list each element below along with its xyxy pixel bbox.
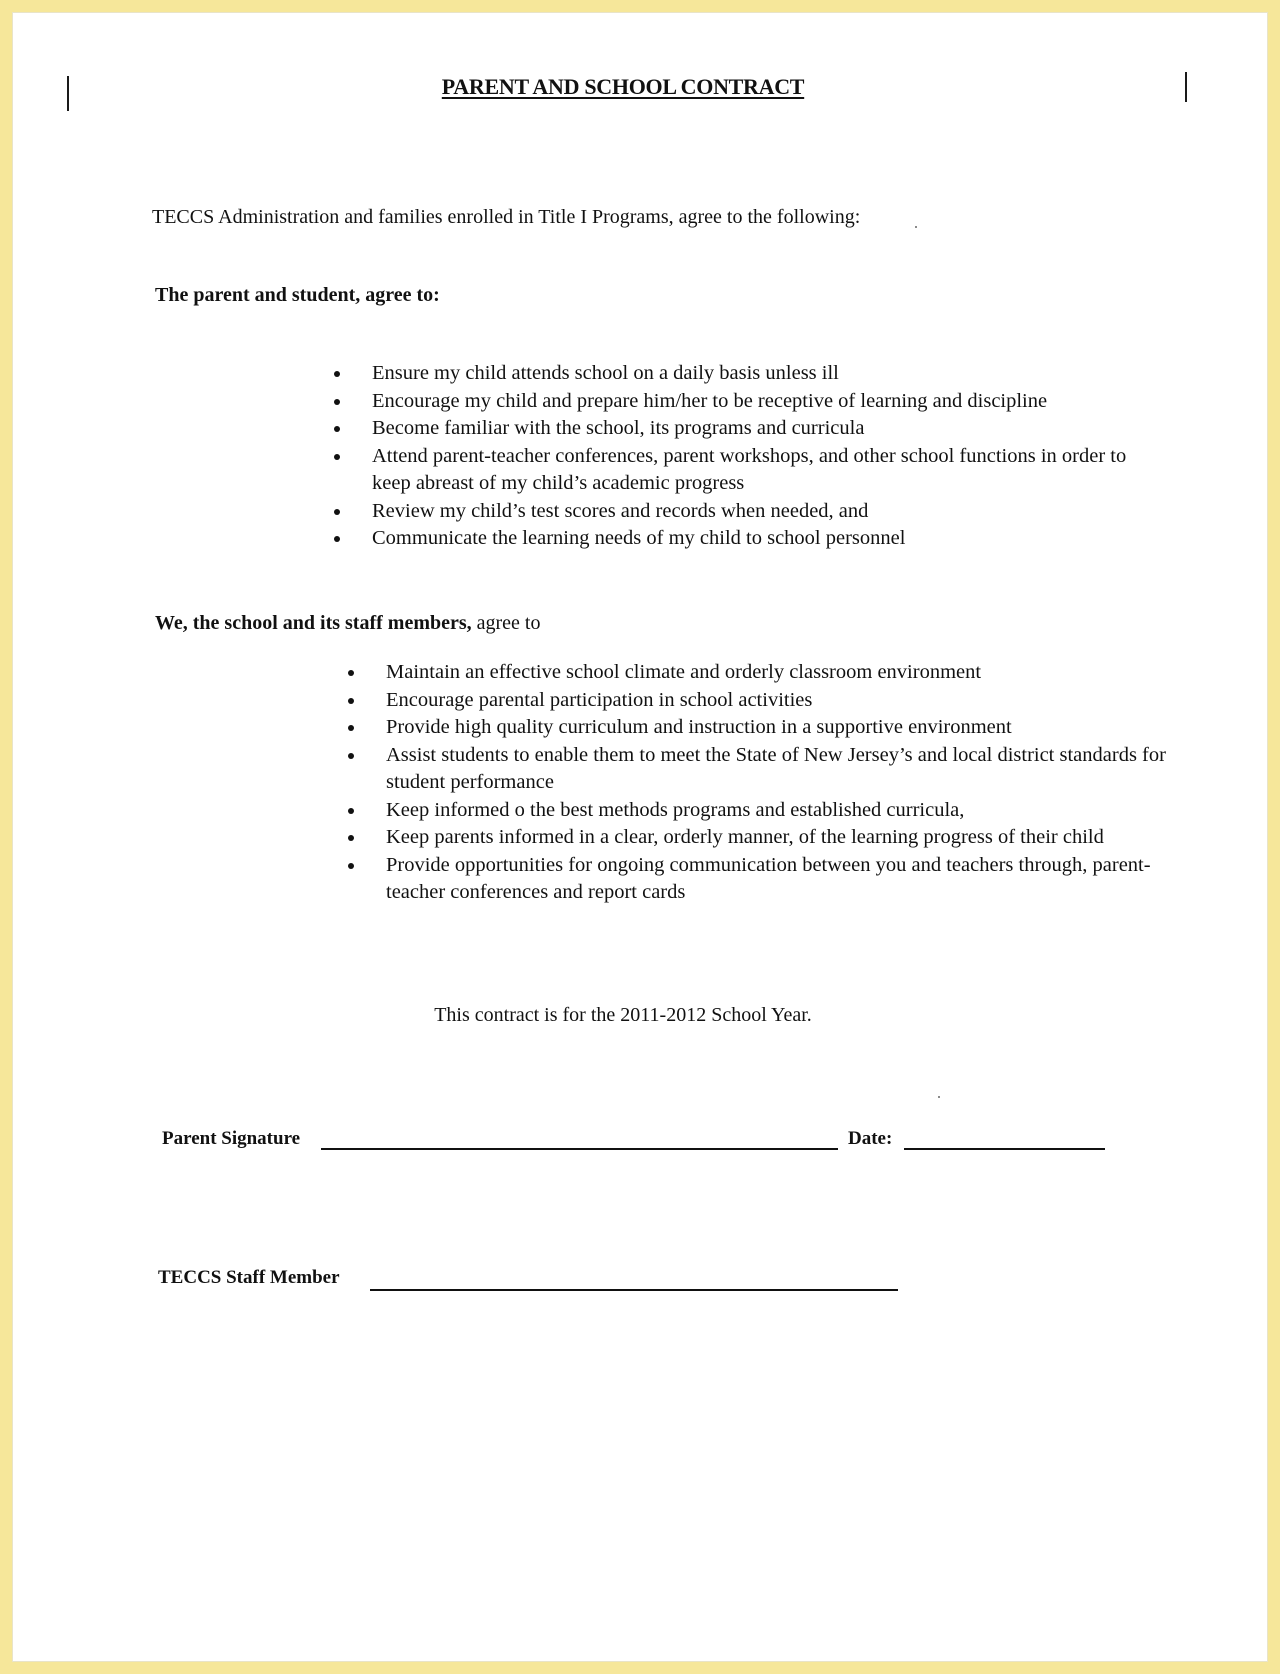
list-item [348,824,1178,852]
list-item [348,852,1178,907]
list-item [334,443,1164,498]
bullet-icon [334,371,340,377]
parent-section-heading [155,284,440,307]
list-item-text: Keep informed o the best methods programs and established curricula, [386,798,965,821]
school-year-note-text: This contract is for the 2011-2012 School Year. [434,1004,812,1026]
document-title: PARENT AND SCHOOL CONTRACT [441,74,805,99]
school-section-heading [155,612,541,635]
list-item [334,415,1164,443]
school-agreement-list [348,659,1178,907]
bullet-icon [348,863,354,869]
parent-section-heading-text: The parent and student, agree to: [155,284,440,306]
list-item-text: Attend parent-teacher conferences, parent workshops, and other school functions in order to keep abreast of my child’s academic progress [372,444,1127,494]
list-item-text: Keep parents informed in a clear, orderly manner, of the learning progress of their child [386,826,1104,848]
bullet-icon [348,698,354,704]
list-item-text: Provide high quality curriculum and instruction in a supportive environment [386,716,1012,738]
date-label: Date: [848,1128,893,1149]
list-item-text: Review my child’s test scores and records when needed, and [372,499,869,522]
school-year-note [0,1004,1246,1027]
list-item [334,525,1164,553]
list-item-text: Ensure my child attends school on a daily basis unless ill [372,362,839,384]
list-item [334,360,1164,388]
bullet-icon [348,725,354,731]
list-item-text: Assist students to enable them to meet the State of New Jersey’s and local district standards for student performance [386,743,1166,793]
list-item-text: Become familiar with the school, its programs and curricula [372,417,865,439]
list-item-text: Encourage parental participation in school activities [386,688,813,711]
list-item [334,498,1164,526]
parent-signature-label: Parent Signature [162,1128,301,1149]
list-item [348,714,1178,742]
school-section-heading-text: We, the school and its staff members, [155,612,472,634]
staff-member-label: TECCS Staff Member [158,1267,340,1288]
date-line[interactable] [904,1148,1105,1150]
list-item [348,659,1178,687]
scan-speck [938,1096,940,1098]
bullet-icon [334,509,340,515]
bullet-icon [334,454,340,460]
bullet-icon [334,426,340,432]
list-item [348,742,1178,797]
scan-speck [915,226,917,228]
bullet-icon [334,399,340,405]
parent-agreement-list [334,360,1164,553]
list-item-text: Encourage my child and prepare him/her to be receptive of learning and discipline [372,389,1048,412]
staff-signature-line[interactable] [370,1289,898,1291]
bullet-icon [348,670,354,676]
list-item-text: Maintain an effective school climate and orderly classroom environment [386,661,982,683]
list-item [334,388,1164,416]
list-item [348,687,1178,715]
list-item-text: Communicate the learning needs of my child to school personnel [372,527,906,549]
school-section-heading-tail: agree to [471,612,541,634]
list-item [348,797,1178,825]
bullet-icon [348,753,354,759]
bullet-icon [348,835,354,841]
list-item-text: Provide opportunities for ongoing communication between you and teachers through, parent-teacher conferences and report cards [386,853,1151,903]
parent-signature-line[interactable] [321,1148,838,1150]
bullet-icon [334,536,340,542]
bullet-icon [348,808,354,814]
intro-text: TECCS Administration and families enrolled in Title I Programs, agree to the following: [152,206,861,228]
